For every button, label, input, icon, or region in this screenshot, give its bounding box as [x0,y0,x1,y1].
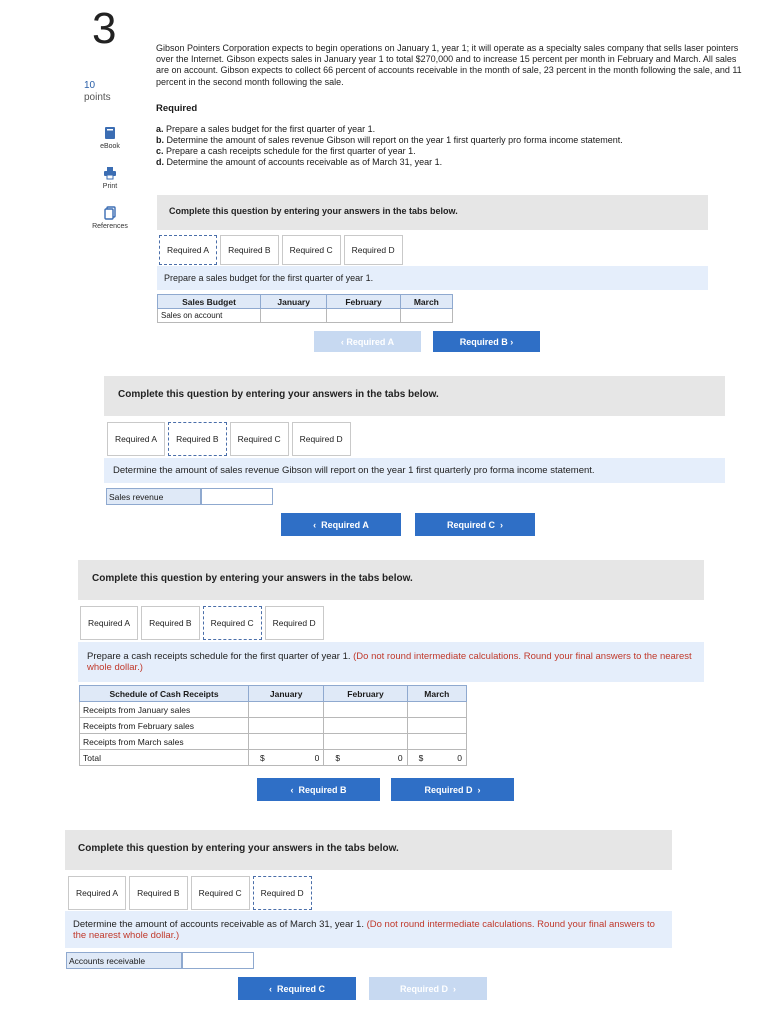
table-header: March [407,686,466,702]
table-row [80,718,467,734]
sales-january-input[interactable] [261,309,327,323]
chevron-left-icon: ‹ [340,336,347,347]
row-label: Receipts from January sales [80,702,249,718]
chevron-right-icon: › [472,784,481,795]
required-heading: Required [156,103,198,114]
row-label: Sales on account [158,309,261,323]
table-row [80,702,467,718]
next-required-d-button[interactable]: Required D › [391,778,514,801]
instruction-text: Determine the amount of accounts receivable as of March 31, year 1. [73,919,364,930]
print-label: Print [102,183,118,190]
rounding-note: (Do not round intermediate calculations. Round your final answers to the nearest whole dollar.) [87,651,692,673]
jan-sales-mar-input[interactable] [407,702,466,718]
table-header: February [327,295,400,309]
prev-required-c-button[interactable]: ‹ Required C [238,977,356,1000]
requirements-list [156,124,750,168]
section-d-tabs [68,876,315,910]
section-d-banner: Complete this question by entering your answers in the tabs below. [65,830,672,870]
row-label: Total [80,750,249,766]
cash-receipts-table [79,685,467,766]
references-icon [103,206,117,220]
chevron-left-icon: ‹ [313,519,322,530]
rounding-note: (Do not round intermediate calculations. Round your final answers to the nearest whole dollar.) [73,919,655,941]
sales-march-input[interactable] [400,309,452,323]
total-row [80,750,467,766]
chevron-left-icon: ‹ [268,983,277,994]
table-row [80,734,467,750]
chevron-right-icon: › [448,983,456,994]
feb-sales-mar-input[interactable] [407,718,466,734]
section-b-banner: Complete this question by entering your answers in the tabs below. [104,376,725,416]
tab-required-c[interactable]: Required C [203,606,262,640]
accounts-receivable-input[interactable] [182,952,254,969]
print-tool[interactable] [84,166,136,190]
tab-required-d[interactable]: Required D [344,235,403,265]
next-required-c-button[interactable]: Required C › [415,513,535,536]
section-a-instruction: Prepare a sales budget for the first quarter of year 1. [157,266,708,290]
tab-required-a[interactable]: Required A [107,422,165,456]
section-a-tabs [159,235,406,265]
points-value: 10 [84,80,96,91]
total-march: $ 0 [407,750,466,766]
sales-budget-table [157,294,453,323]
problem-statement: Gibson Pointers Corporation expects to begin operations on January 1, year 1; it will operate as a specialty sales company that sells laser pointers over the Internet. Gibson expects sales in January year 1 to total $270,000 and to increase 15 percent per month in February and March. All sales are on account. Gibson expects to collect 66 percent of accounts receivable in the month of sale, 23 percent in the month following the sale, and 11 percent in the second month following the sale. [156,43,742,87]
total-february: $ 0 [324,750,407,766]
tab-required-d[interactable]: Required D [292,422,351,456]
section-d-instruction [65,911,672,948]
mar-sales-mar-input[interactable] [407,734,466,750]
section-b-instruction: Determine the amount of sales revenue Gibson will report on the year 1 first quarterly pro forma income statement. [104,458,725,483]
print-icon [103,166,117,180]
requirement-item: b. Determine the amount of sales revenue Gibson will report on the year 1 first quarterly pro forma income statement. [156,135,623,145]
mar-sales-feb-input[interactable] [324,734,407,750]
section-c-tabs [80,606,327,640]
tab-required-a[interactable]: Required A [80,606,138,640]
table-header: March [400,295,452,309]
tab-required-b[interactable]: Required B [129,876,188,910]
references-tool[interactable] [84,206,136,230]
table-header: February [324,686,407,702]
total-january: $ 0 [249,750,324,766]
section-b-tabs [107,422,354,456]
jan-sales-jan-input[interactable] [249,702,324,718]
prev-required-a-button[interactable]: ‹ Required A [281,513,401,536]
mar-sales-jan-input[interactable] [249,734,324,750]
table-header: January [249,686,324,702]
sales-february-input[interactable] [327,309,400,323]
tab-required-a[interactable]: Required A [159,235,217,265]
points [84,80,111,104]
chevron-left-icon: ‹ [290,784,299,795]
tab-required-c[interactable]: Required C [230,422,289,456]
sales-revenue-label: Sales revenue [106,488,201,505]
requirement-item: a. Prepare a sales budget for the first quarter of year 1. [156,124,376,134]
tab-required-d[interactable]: Required D [253,876,312,910]
instruction-text: Prepare a cash receipts schedule for the first quarter of year 1. [87,651,351,662]
references-label: References [92,223,128,230]
prev-required-b-button[interactable]: ‹ Required B [257,778,380,801]
feb-sales-jan-input[interactable] [249,718,324,734]
requirement-item: d. Determine the amount of accounts receivable as of March 31, year 1. [156,157,443,167]
feb-sales-feb-input[interactable] [324,718,407,734]
tab-required-a[interactable]: Required A [68,876,126,910]
accounts-receivable-label: Accounts receivable [66,952,182,969]
tab-required-b[interactable]: Required B [141,606,200,640]
tab-required-b[interactable]: Required B [220,235,279,265]
row-label: Receipts from February sales [80,718,249,734]
next-required-d-button[interactable]: Required D › [369,977,487,1000]
question-number: 3 [92,4,117,53]
table-header: Schedule of Cash Receipts [80,686,249,702]
section-c-instruction [78,642,704,682]
section-c-banner: Complete this question by entering your answers in the tabs below. [78,560,704,600]
tab-required-b[interactable]: Required B [168,422,227,456]
next-required-b-button[interactable]: Required B › [433,331,540,352]
sales-revenue-input[interactable] [201,488,273,505]
ebook-icon [103,126,117,140]
requirement-item: c. Prepare a cash receipts schedule for the first quarter of year 1. [156,146,416,156]
prev-required-a-button[interactable]: ‹ Required A [314,331,421,352]
chevron-right-icon: › [495,519,503,530]
points-label: points [84,92,111,103]
table-header: January [261,295,327,309]
ebook-label: eBook [100,143,120,150]
tab-required-c[interactable]: Required C [282,235,341,265]
ebook-tool[interactable] [84,126,136,150]
tab-required-c[interactable]: Required C [191,876,250,910]
table-header: Sales Budget [158,295,261,309]
jan-sales-feb-input[interactable] [324,702,407,718]
section-a-banner: Complete this question by entering your answers in the tabs below. [157,195,708,230]
chevron-right-icon: › [507,336,514,347]
row-label: Receipts from March sales [80,734,249,750]
tab-required-d[interactable]: Required D [265,606,324,640]
